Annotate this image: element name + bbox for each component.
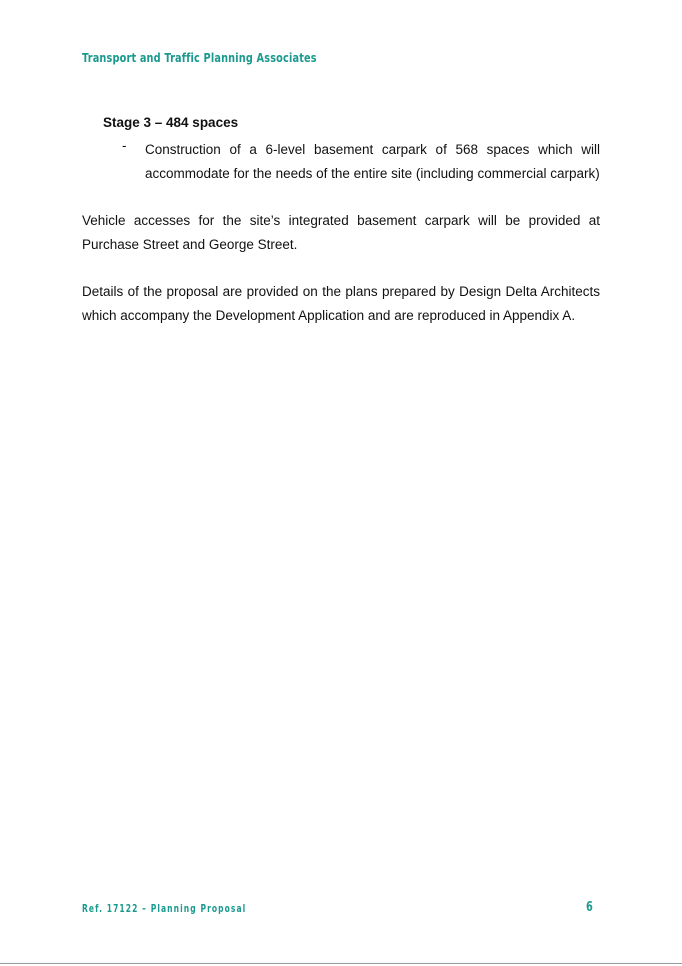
bullet-marker: -: [122, 138, 127, 153]
header-brand-title: Transport and Traffic Planning Associates: [82, 50, 317, 65]
bullet-item-text: Construction of a 6-level basement carpark of 568 spaces which will accommodate for the needs of the entire site (including commercial carpark): [145, 142, 600, 181]
footer-reference: Ref. 17122 – Planning Proposal: [82, 903, 247, 915]
stage-heading: Stage 3 – 484 spaces: [103, 115, 239, 130]
paragraph-vehicle-access: Vehicle accesses for the site’s integrated basement carpark will be provided at Purchase Street and George Street.: [82, 213, 600, 252]
page-bottom-divider: [0, 963, 682, 964]
paragraph-proposal-details: Details of the proposal are provided on the plans prepared by Design Delta Architects which accompany the Development Application and are reproduced in Appendix A.: [82, 284, 600, 323]
footer-page-number: 6: [586, 900, 593, 915]
